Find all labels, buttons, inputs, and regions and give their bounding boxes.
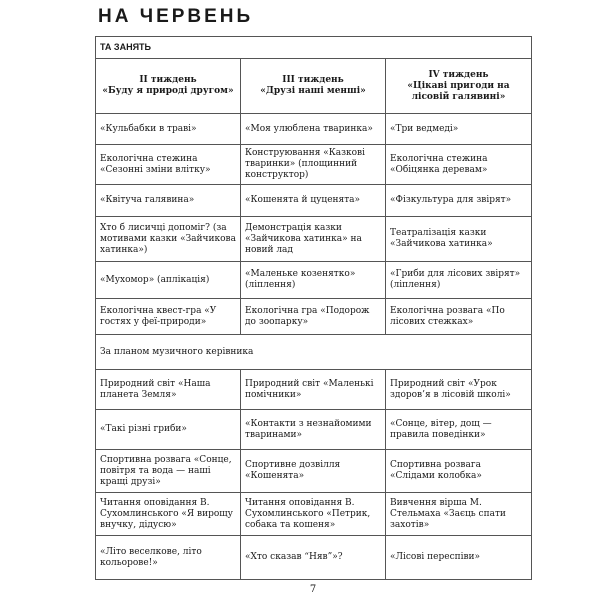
- table-cell: «Хто сказав “Няв”»?: [241, 536, 386, 580]
- column-header-row: [96, 59, 532, 114]
- table-cell: Спортивне дозвілля «Кошенята»: [241, 450, 386, 493]
- table-row: [96, 262, 532, 299]
- table-cell: Екологічна стежина «Сезонні зміни влітку»: [96, 145, 241, 185]
- table-row: [96, 185, 532, 217]
- column-header-week-4: [386, 59, 532, 114]
- table-cell: «Літо веселкове, літо кольорове!»: [96, 536, 241, 580]
- table-row: [96, 299, 532, 335]
- week-label: IV тиждень: [428, 69, 489, 80]
- schedule-table: [95, 36, 532, 580]
- table-row: [96, 536, 532, 580]
- week-label: ІІІ тиждень: [282, 75, 344, 85]
- column-header-week-3: [241, 59, 386, 114]
- table-cell: «Кульбабки в траві»: [96, 114, 241, 145]
- table-row: [96, 114, 532, 145]
- table-cell: «Моя улюблена тваринка»: [241, 114, 386, 145]
- music-note: За планом музичного керівника: [96, 335, 532, 370]
- music-note-row: [96, 335, 532, 370]
- table-cell: «Гриби для лісових звірят» (ліплення): [386, 262, 532, 299]
- page-heading: НА ЧЕРВЕНЬ: [98, 6, 254, 27]
- table-cell: Екологічна гра «Подорож до зоопарку»: [241, 299, 386, 335]
- table-cell: Природний світ «Урок здоров’я в лісовій школі»: [386, 370, 532, 410]
- table-cell: Читання оповідання В. Сухомлинського «Петрик, собака та кошеня»: [241, 493, 386, 536]
- table-row: [96, 450, 532, 493]
- column-header-week-2: [96, 59, 241, 114]
- table-row: [96, 493, 532, 536]
- week-topic: «Цікаві пригоди на лісовій галявині»: [407, 80, 510, 102]
- table-cell: Екологічна стежина «Обіцянка деревам»: [386, 145, 532, 185]
- table-cell: Екологічна квест-гра «У гостях у феї-природи»: [96, 299, 241, 335]
- table-cell: «Маленьке козенятко» (ліплення): [241, 262, 386, 299]
- table-cell: Спортивна розвага «Слідами колобка»: [386, 450, 532, 493]
- table-cell: «Квітуча галявина»: [96, 185, 241, 217]
- week-topic: «Буду я природі другом»: [102, 86, 234, 96]
- table-cell: Екологічна розвага «По лісових стежках»: [386, 299, 532, 335]
- table-cell: Вивчення вірша М. Стельмаха «Заєць спати захотів»: [386, 493, 532, 536]
- table-row: [96, 145, 532, 185]
- table-cell: Читання оповідання В. Сухомлинського «Я вирощу внучку, дідусю»: [96, 493, 241, 536]
- table-row: [96, 370, 532, 410]
- table-cell: Театралізація казки «Зайчикова хатинка»: [386, 217, 532, 262]
- table-row: [96, 217, 532, 262]
- page-number: 7: [309, 584, 317, 595]
- table-cell: «Кошенята й цуценята»: [241, 185, 386, 217]
- week-label: ІІ тиждень: [139, 75, 197, 85]
- table-row: [96, 410, 532, 450]
- table-cell: Природний світ «Маленькі помічники»: [241, 370, 386, 410]
- table-cell: «Такі різні гриби»: [96, 410, 241, 450]
- table-cell: «Фізкультура для звірят»: [386, 185, 532, 217]
- table-cell: «Лісові переспіви»: [386, 536, 532, 580]
- table-cell: Хто б лисичці допоміг? (за мотивами казки «Зайчикова хатинка»): [96, 217, 241, 262]
- table-cell: Конструювання «Казкові тваринки» (площинний конструктор): [241, 145, 386, 185]
- table-cell: «Контакти з незнайомими тваринами»: [241, 410, 386, 450]
- table-cell: Спортивна розвага «Сонце, повітря та вода — наші кращі друзі»: [96, 450, 241, 493]
- table-cell: «Мухомор» (аплікація): [96, 262, 241, 299]
- table-cell: Демонстрація казки «Зайчикова хатинка» на новий лад: [241, 217, 386, 262]
- section-title-row: [96, 37, 532, 59]
- table-cell: Природний світ «Наша планета Земля»: [96, 370, 241, 410]
- week-topic: «Друзі наші менші»: [260, 86, 366, 96]
- table-cell: «Сонце, вітер, дощ — правила поведінки»: [386, 410, 532, 450]
- section-title: ТА ЗАНЯТЬ: [96, 37, 532, 59]
- table-cell: «Три ведмеді»: [386, 114, 532, 145]
